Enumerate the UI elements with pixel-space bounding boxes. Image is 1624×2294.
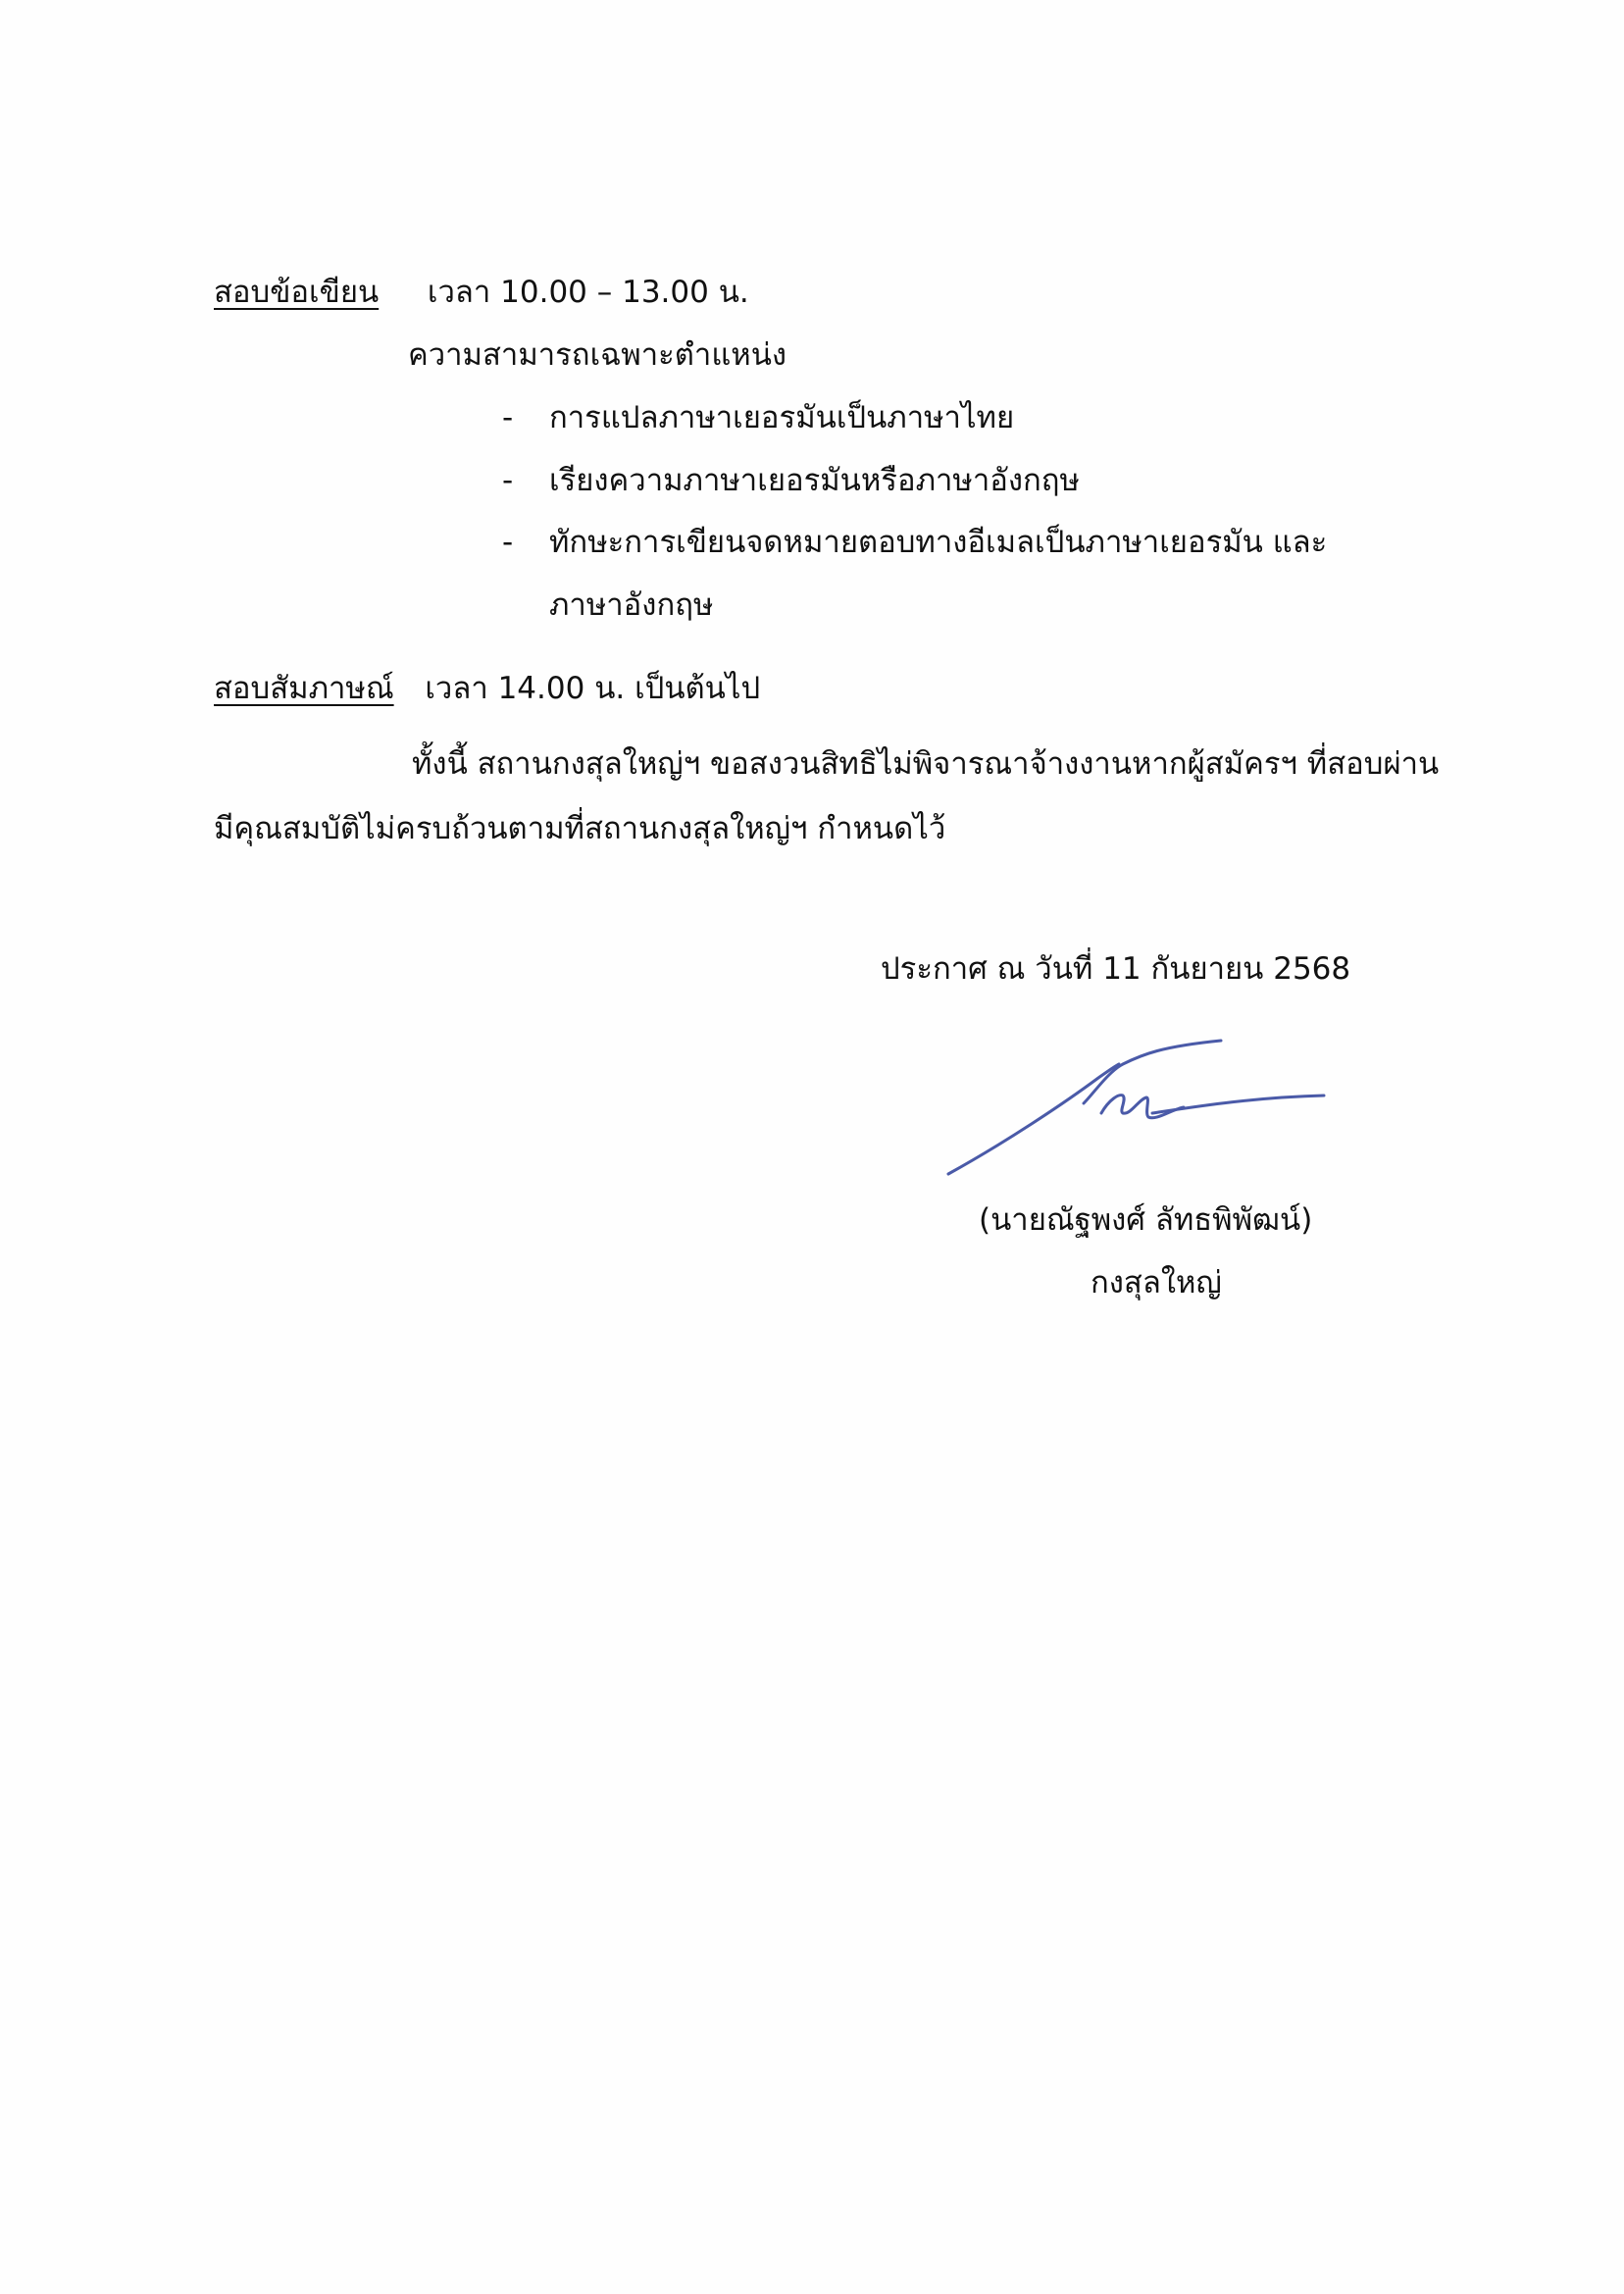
exam-item-text: การแปลภาษาเยอรมันเป็นภาษาไทย (549, 400, 1015, 435)
signature-stroke (1101, 1096, 1184, 1118)
signature (937, 1035, 1368, 1182)
written-exam-label: สอบข้อเขียน (214, 275, 380, 310)
bullet-dash: - (502, 463, 514, 498)
signatory-title: กงสุลใหญ่ (1091, 1265, 1222, 1300)
interview-label: สอบสัมภาษณ์ (214, 671, 394, 706)
bullet-dash: - (502, 400, 514, 435)
exam-item-1 (502, 396, 1014, 439)
announcement-date: ประกาศ ณ วันที่ 11 กันยายน 2568 (881, 951, 1351, 987)
disclaimer-line-1: ทั้งนี้ สถานกงสุลใหญ่ฯ ขอสงวนสิทธิไม่พิจารณาจ้างงานหากผู้สมัครฯ ที่สอบผ่าน (412, 746, 1440, 782)
written-exam-subject-heading: ความสามารถเฉพาะตำแหน่ง (408, 337, 787, 373)
exam-item-2 (502, 459, 1080, 502)
disclaimer-line-2: มีคุณสมบัติไม่ครบถ้วนตามที่สถานกงสุลใหญ่ฯ กำหนดไว้ (214, 811, 946, 846)
exam-item-3-continuation: ภาษาอังกฤษ (549, 587, 714, 623)
written-exam-row (214, 271, 749, 314)
interview-time: เวลา 14.00 น. เป็นต้นไป (425, 671, 761, 706)
exam-item-text: ทักษะการเขียนจดหมายตอบทางอีเมลเป็นภาษาเยอรมัน และ (549, 525, 1328, 560)
signature-stroke (948, 1064, 1119, 1174)
written-exam-time: เวลา 10.00 – 13.00 น. (427, 275, 749, 310)
bullet-dash: - (502, 525, 514, 560)
exam-item-text: เรียงความภาษาเยอรมันหรือภาษาอังกฤษ (549, 463, 1080, 498)
exam-item-3 (502, 521, 1327, 564)
signatory-name: (นายณัฐพงศ์ ลัทธพิพัฒน์) (979, 1202, 1313, 1238)
interview-row (214, 667, 760, 710)
signature-stroke (1152, 1096, 1324, 1113)
